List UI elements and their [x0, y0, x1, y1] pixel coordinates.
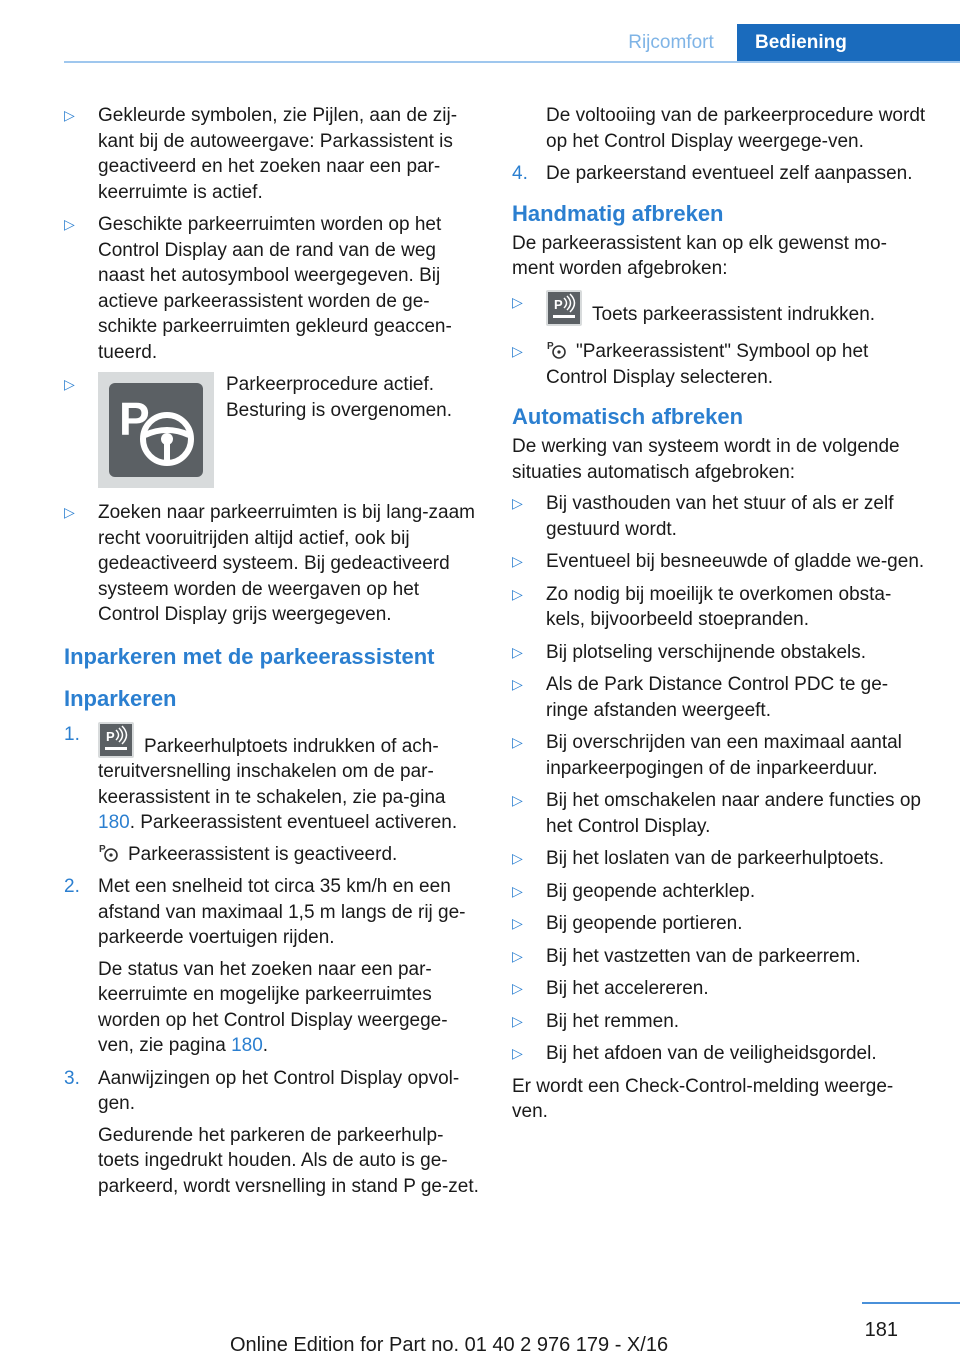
list-item: ▷ Bij het afdoen van de veiligheidsgordel. — [512, 1041, 928, 1067]
svg-text:P: P — [554, 296, 563, 312]
list-item: ▷ Bij vasthouden van het stuur of als er zelf gestuurd wordt. — [512, 493, 894, 540]
page-number: 181 — [864, 1319, 898, 1341]
list-item: ▷ Bij geopende portieren. — [512, 911, 928, 937]
list-item: ▷ Eventueel bij besneeuwde of gladde we-gen. — [512, 549, 928, 575]
step-number: 1. — [64, 723, 80, 745]
park-assist-button-icon — [98, 722, 134, 758]
edition-line: Online Edition for Part no. 01 40 2 976 179 - X/16 — [230, 1334, 669, 1356]
right-column — [512, 103, 928, 1125]
parking-steering-icon — [98, 372, 214, 488]
bullet-marker: ▷ — [512, 643, 523, 660]
list-item: ▷ Bij het vastzetten van de parkeerrem. — [512, 944, 928, 970]
bullet-marker: ▷ — [512, 792, 523, 808]
step-number: 4. — [512, 163, 528, 184]
section-heading: Inparkeren met de parkeerassistent — [64, 643, 435, 669]
svg-text:P: P — [119, 393, 150, 445]
bullet-marker: ▷ — [512, 947, 523, 964]
list-item: ▷ P Toets parkeerassistent indrukken. — [512, 290, 928, 328]
list-item: ▷ Bij het omschakelen naar andere functies op het Control Display. — [512, 790, 921, 837]
list-item: ▷ P "Parkeerassistent" Symbool op het Control Display selecteren. — [512, 341, 869, 388]
left-column — [64, 103, 482, 1206]
bullet-marker: ▷ — [512, 293, 523, 310]
bullet-marker: ▷ — [512, 495, 523, 511]
list-item: ▷ Bij het remmen. — [512, 1009, 928, 1035]
step-item: 3. Aanwijzingen op het Control Display opvol-gen. Gedurende het parkeren de parkeerhulp-toets ingedrukt houden. Als de auto is ge-parkeerd, wordt versnelling in stand P ge-zet. — [64, 1067, 479, 1197]
bullet-marker: ▷ — [512, 585, 523, 602]
list-item: ▷ Zoeken naar parkeerruimten is bij lang-zaam recht vooruitrijden altijd actief, ook bij gedeactiveerd systeem. Bij gedeactiveerd systeem worden de weergaven op het Control Display grijs weergegeven. — [64, 502, 476, 625]
header-rule — [64, 61, 960, 63]
bullet-marker: ▷ — [64, 107, 75, 123]
auto-abort-heading: Automatisch afbreken — [512, 404, 744, 429]
list-item — [64, 372, 482, 488]
manual-intro: De parkeerassistent kan op elk gewenst mo-ment worden afgebroken: — [512, 232, 887, 279]
svg-text:P: P — [547, 341, 554, 352]
manual-abort-heading: Handmatig afbreken — [512, 200, 724, 226]
chapter-tab: Bediening — [737, 24, 960, 62]
step-item: 1. P Parkeerhulptoets indrukken of ach-teruitversnelling inschakelen om de par-keerassistent in te schakelen, zie pa-gina 180. Parkeerassistent eventueel activeren. P Parkeerassistent is geactiveerd. — [64, 723, 458, 865]
bullet-marker: ▷ — [512, 850, 523, 866]
auto-abort-list — [512, 491, 928, 1067]
list-item: ▷ Geschikte parkeerruimten worden op het Control Display aan de rand van de weg naast het autosymbool weergegeven. Bij actieve parkeerassistent worden de ge-schikte parkeerruimten gekleurd geaccen-tueerd. — [64, 214, 452, 363]
bullet-marker: ▷ — [512, 734, 523, 750]
list-item: ▷ Zo nodig bij moeilijk te overkomen obsta-kels, bijvoorbeeld stoepranden. — [512, 583, 892, 630]
step-item: 4. De parkeerstand eventueel zelf aanpassen. — [512, 161, 928, 187]
bullet-marker: ▷ — [512, 1012, 523, 1029]
step-item: 2. Met een snelheid tot circa 35 km/h en een afstand van maximaal 1,5 m langs de rij ge-parkeerde voertuigen rijden. De status van het zoeken naar een par-keerruimte en mogelijke parkeerruimtes worden op het Control Display weergege-ven, zie pagina 180. — [64, 876, 466, 1056]
list-item: ▷ Bij overschrijden van een maximaal aantal inparkeerpogingen of de inparkeerduur. — [512, 732, 902, 779]
section-label: Rijcomfort — [628, 32, 714, 53]
page-link[interactable]: 180 — [98, 812, 130, 833]
list-item: ▷ Als de Park Distance Control PDC te ge-ringe afstanden weergeeft. — [512, 674, 889, 721]
page-link[interactable]: 180 — [231, 1035, 263, 1056]
list-item: ▷ Bij geopende achterklep. — [512, 879, 928, 905]
step-continuation: De voltooiing van de parkeerprocedure wordt op het Control Display weergege-ven. — [546, 105, 926, 152]
svg-text:P: P — [106, 728, 115, 744]
bullet-marker: ▷ — [512, 676, 523, 692]
page-header — [605, 24, 960, 62]
bullet-marker: ▷ — [512, 343, 523, 359]
footer-rule — [862, 1302, 960, 1304]
step-number: 2. — [64, 876, 80, 897]
svg-text:P: P — [99, 843, 106, 855]
list-item: ▷ Bij het accelereren. — [512, 976, 928, 1002]
park-assist-button-icon — [546, 290, 582, 326]
parking-active-figure: P Parkeerprocedure actief. Besturing is overgenomen. — [98, 372, 482, 488]
bullet-marker: ▷ — [64, 376, 75, 392]
step-number: 3. — [64, 1067, 80, 1089]
bullet-marker: ▷ — [512, 980, 523, 996]
bullet-marker: ▷ — [64, 504, 75, 520]
bullet-marker: ▷ — [64, 216, 75, 232]
list-item: ▷ Bij plotseling verschijnende obstakels. — [512, 640, 928, 666]
bullet-marker: ▷ — [512, 1045, 523, 1061]
bullet-marker: ▷ — [512, 882, 523, 899]
park-assist-symbol-icon — [98, 842, 120, 864]
park-assist-symbol-icon — [546, 339, 568, 361]
subsection-heading: Inparkeren — [64, 685, 177, 711]
auto-intro: De werking van systeem wordt in de volgende situaties automatisch afgebroken: — [512, 436, 900, 483]
list-item: ▷ Gekleurde symbolen, zie Pijlen, aan de zij-kant bij de autoweergave: Parkassistent is geactiveerd en het zoeken naar een par-keerruimte is actief. — [64, 105, 458, 203]
closing-text: Er wordt een Check-Control-melding weerge-ven. — [512, 1075, 894, 1122]
bullet-marker: ▷ — [512, 553, 523, 569]
bullet-marker: ▷ — [512, 915, 523, 931]
list-item: ▷ Bij het loslaten van de parkeerhulptoets. — [512, 846, 928, 872]
